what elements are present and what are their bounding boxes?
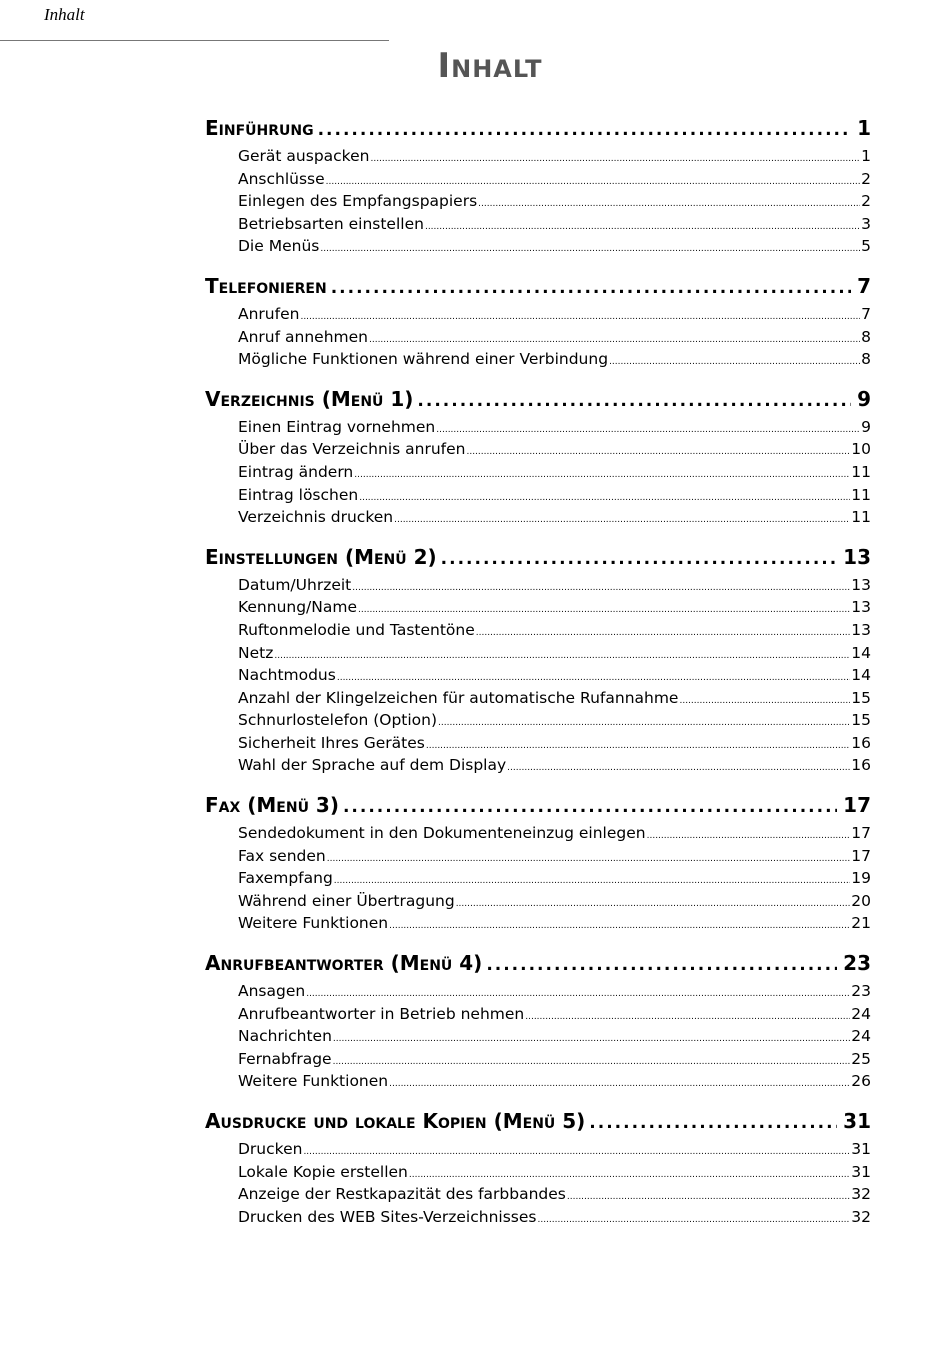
- dot-leader: [679, 696, 850, 706]
- entry-title: Gerät auspacken: [238, 147, 370, 165]
- entry-title: Anschlüsse: [238, 169, 325, 188]
- toc-entry[interactable]: [238, 711, 871, 734]
- toc-entry[interactable]: [238, 892, 871, 915]
- running-header-title: Inhalt: [44, 5, 85, 24]
- dot-leader: [352, 583, 850, 593]
- entry-title: Schnurlostelefon (Option): [238, 711, 438, 730]
- entry-page-number: 15: [851, 711, 871, 730]
- toc-entry[interactable]: [238, 418, 871, 441]
- toc-entry[interactable]: [238, 824, 871, 847]
- dot-leader: [441, 549, 837, 569]
- toc-section-heading[interactable]: [205, 545, 871, 576]
- entry-title: Verzeichnis drucken: [238, 508, 394, 527]
- toc-section-heading[interactable]: [205, 274, 871, 305]
- dot-leader: [438, 718, 850, 728]
- section-page-number: 17: [843, 793, 871, 818]
- page-title: Inhalt: [437, 46, 543, 86]
- toc-entry[interactable]: [238, 598, 871, 621]
- section-title: Fax (Menü 3): [205, 793, 339, 818]
- table-of-contents: [205, 116, 871, 1244]
- toc-entry[interactable]: [238, 440, 871, 463]
- entry-page-number: 24: [851, 1027, 871, 1046]
- entry-page-number: 5: [861, 237, 871, 256]
- entry-page-number: 32: [851, 1185, 871, 1204]
- entry-page-number: 11: [851, 508, 871, 527]
- entry-title: Anrufbeantworter in Betrieb nehmen: [238, 1004, 525, 1023]
- dot-leader: [409, 1170, 850, 1180]
- entry-page-number: 2: [861, 192, 871, 211]
- entry-title: Drucken des WEB Sites-Verzeichnisses: [238, 1207, 537, 1226]
- section-title: Telefonieren: [205, 273, 327, 298]
- section-title: Anrufbeantworter (Menü 4): [205, 951, 483, 976]
- dot-leader: [537, 1215, 850, 1225]
- toc-section-heading[interactable]: [205, 1109, 871, 1140]
- entry-title: Fax senden: [238, 846, 326, 865]
- toc-entry[interactable]: [238, 1005, 871, 1028]
- toc-section: [205, 274, 871, 373]
- dot-leader: [333, 1057, 851, 1067]
- dot-leader: [389, 921, 850, 931]
- dot-leader: [303, 1147, 850, 1157]
- toc-entry[interactable]: [238, 1185, 871, 1208]
- toc-entry[interactable]: [238, 463, 871, 486]
- dot-leader: [326, 177, 860, 187]
- entry-page-number: 3: [861, 214, 871, 233]
- toc-section: [205, 545, 871, 779]
- dot-leader: [320, 244, 860, 254]
- entry-page-number: 8: [861, 327, 871, 346]
- entry-page-number: 31: [851, 1140, 871, 1158]
- entry-title: Anruf annehmen: [238, 327, 368, 346]
- entry-title: Nachtmodus: [238, 666, 336, 685]
- dot-leader: [478, 199, 860, 209]
- toc-entry[interactable]: [238, 1027, 871, 1050]
- toc-section: [205, 951, 871, 1095]
- toc-entry[interactable]: [238, 982, 871, 1005]
- dot-leader: [369, 335, 860, 345]
- entry-title: Über das Verzeichnis anrufen: [238, 440, 466, 459]
- entry-title: Kennung/Name: [238, 598, 358, 617]
- entry-title: Drucken: [238, 1140, 303, 1158]
- dot-leader: [334, 876, 850, 886]
- dot-leader: [425, 222, 860, 232]
- toc-entry[interactable]: [238, 756, 871, 779]
- entry-title: Weitere Funktionen: [238, 1072, 389, 1091]
- toc-entry[interactable]: [238, 1050, 871, 1073]
- dot-leader: [436, 425, 860, 435]
- entry-page-number: 31: [851, 1162, 871, 1181]
- entry-page-number: 21: [851, 914, 871, 933]
- section-title: Ausdrucke und lokale Kopien (Menü 5): [205, 1109, 586, 1133]
- entry-title: Einen Eintrag vornehmen: [238, 417, 436, 436]
- entry-page-number: 25: [851, 1049, 871, 1068]
- entry-title: Datum/Uhrzeit: [238, 575, 352, 594]
- entry-page-number: 13: [851, 598, 871, 617]
- entry-title: Lokale Kopie erstellen: [238, 1162, 408, 1181]
- entry-title: Faxempfang: [238, 869, 333, 888]
- entry-title: Fernabfrage: [238, 1049, 332, 1068]
- toc-entry[interactable]: [238, 1163, 871, 1186]
- dot-leader: [567, 1192, 850, 1202]
- entry-title: Einlegen des Empfangspapiers: [238, 192, 478, 211]
- section-page-number: 9: [857, 386, 871, 411]
- entry-page-number: 14: [851, 643, 871, 662]
- section-page-number: 31: [843, 1109, 871, 1133]
- toc-section: [205, 116, 871, 260]
- toc-entry[interactable]: [238, 486, 871, 509]
- toc-entry[interactable]: [238, 914, 871, 937]
- entry-title: Nachrichten: [238, 1027, 332, 1046]
- entry-page-number: 11: [851, 485, 871, 504]
- section-title: Einführung: [205, 116, 314, 140]
- toc-entry[interactable]: [238, 666, 871, 689]
- entry-page-number: 2: [861, 169, 871, 188]
- dot-leader: [589, 1113, 837, 1133]
- entry-page-number: 19: [851, 869, 871, 888]
- dot-leader: [300, 312, 860, 322]
- entry-title: Mögliche Funktionen während einer Verbindung: [238, 350, 609, 369]
- entry-title: Eintrag ändern: [238, 462, 354, 481]
- dot-leader: [318, 120, 851, 140]
- toc-entry[interactable]: [238, 644, 871, 667]
- toc-entry[interactable]: [238, 1140, 871, 1163]
- section-page-number: 13: [843, 544, 871, 569]
- toc-entry[interactable]: [238, 147, 871, 170]
- dot-leader: [359, 493, 850, 503]
- toc-section-heading[interactable]: [205, 387, 871, 418]
- toc-entry[interactable]: [238, 1072, 871, 1095]
- entry-page-number: 13: [851, 575, 871, 594]
- entry-title: Die Menüs: [238, 237, 320, 256]
- toc-section-heading[interactable]: [205, 793, 871, 824]
- entry-page-number: 1: [861, 147, 871, 165]
- dot-leader: [327, 854, 851, 864]
- entry-title: Sicherheit Ihres Gerätes: [238, 733, 425, 752]
- dot-leader: [609, 357, 860, 367]
- dot-leader: [647, 831, 851, 841]
- dot-leader: [507, 763, 850, 773]
- entry-page-number: 24: [851, 1004, 871, 1023]
- dot-leader: [426, 741, 850, 751]
- entry-page-number: 20: [851, 891, 871, 910]
- dot-leader: [354, 470, 850, 480]
- toc-entry[interactable]: [238, 689, 871, 712]
- entry-title: Wahl der Sprache auf dem Display: [238, 756, 507, 775]
- entry-title: Weitere Funktionen: [238, 914, 389, 933]
- entry-page-number: 17: [851, 846, 871, 865]
- header-rule: [0, 40, 389, 41]
- toc-entry[interactable]: [238, 1208, 871, 1231]
- entry-page-number: 26: [851, 1072, 871, 1091]
- dot-leader: [306, 989, 850, 999]
- entry-title: Ruftonmelodie und Tastentöne: [238, 620, 475, 639]
- toc-section: [205, 387, 871, 531]
- entry-title: Anzeige der Restkapazität des farbbandes: [238, 1185, 566, 1204]
- entry-page-number: 11: [851, 462, 871, 481]
- dot-leader: [389, 1079, 850, 1089]
- toc-entry[interactable]: [238, 508, 871, 531]
- entry-title: Anzahl der Klingelzeichen für automatische Rufannahme: [238, 688, 679, 707]
- entry-page-number: 9: [861, 417, 871, 436]
- entry-page-number: 15: [851, 688, 871, 707]
- entry-page-number: 32: [851, 1207, 871, 1226]
- toc-entry[interactable]: [238, 237, 871, 260]
- toc-section-heading[interactable]: [205, 951, 871, 982]
- dot-leader: [525, 1012, 850, 1022]
- toc-entry[interactable]: [238, 192, 871, 215]
- entry-title: Netz: [238, 643, 274, 662]
- dot-leader: [370, 154, 860, 164]
- toc-entry[interactable]: [238, 350, 871, 373]
- entry-page-number: 17: [851, 824, 871, 843]
- dot-leader: [417, 391, 851, 411]
- toc-section: [205, 1109, 871, 1230]
- entry-title: Ansagen: [238, 982, 306, 1001]
- section-title: Einstellungen (Menü 2): [205, 544, 437, 569]
- entry-title: Anrufen: [238, 304, 300, 323]
- toc-section: [205, 793, 871, 937]
- dot-leader: [486, 955, 837, 975]
- dot-leader: [333, 1034, 850, 1044]
- section-page-number: 7: [857, 273, 871, 298]
- dot-leader: [358, 605, 850, 615]
- entry-page-number: 14: [851, 666, 871, 685]
- dot-leader: [331, 278, 851, 298]
- toc-entry[interactable]: [238, 734, 871, 757]
- toc-entry[interactable]: [238, 869, 871, 892]
- section-title: Verzeichnis (Menü 1): [205, 386, 414, 411]
- toc-entry[interactable]: [238, 305, 871, 328]
- toc-entry[interactable]: [238, 215, 871, 238]
- dot-leader: [337, 673, 850, 683]
- toc-entry[interactable]: [238, 847, 871, 870]
- dot-leader: [466, 447, 850, 457]
- entry-title: Betriebsarten einstellen: [238, 214, 424, 233]
- entry-page-number: 23: [851, 982, 871, 1001]
- entry-title: Während einer Übertragung: [238, 891, 455, 910]
- dot-leader: [274, 651, 850, 661]
- entry-page-number: 10: [851, 440, 871, 459]
- section-page-number: 1: [857, 116, 871, 140]
- dot-leader: [456, 899, 851, 909]
- dot-leader: [343, 797, 837, 817]
- toc-entry[interactable]: [238, 621, 871, 644]
- entry-page-number: 8: [861, 350, 871, 369]
- dot-leader: [394, 515, 850, 525]
- entry-page-number: 13: [851, 620, 871, 639]
- entry-page-number: 16: [851, 733, 871, 752]
- toc-entry[interactable]: [238, 328, 871, 351]
- toc-entry[interactable]: [238, 576, 871, 599]
- entry-title: Eintrag löschen: [238, 485, 359, 504]
- entry-page-number: 7: [861, 304, 871, 323]
- toc-entry[interactable]: [238, 170, 871, 193]
- toc-section-heading[interactable]: [205, 116, 871, 147]
- section-page-number: 23: [843, 951, 871, 976]
- entry-page-number: 16: [851, 756, 871, 775]
- dot-leader: [476, 628, 851, 638]
- entry-title: Sendedokument in den Dokumenteneinzug einlegen: [238, 824, 646, 843]
